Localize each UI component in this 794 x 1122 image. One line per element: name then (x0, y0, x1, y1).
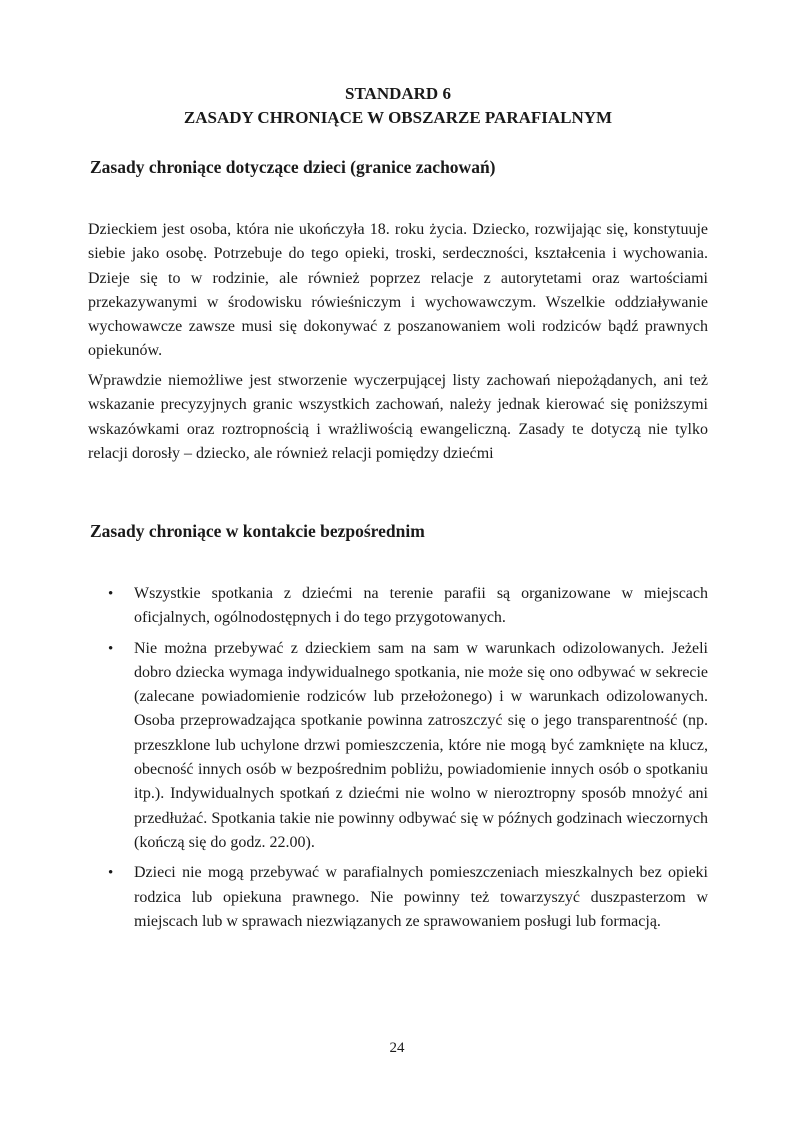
direct-contact-rules-list (108, 582, 708, 940)
list-item (108, 582, 708, 631)
paragraph-definition-of-child: Dzieckiem jest osoba, która nie ukończyła 18. roku życia. Dziecko, rozwijając się, konstytuuje siebie jako osobę. Potrzebuje do tego opieki, troski, serdeczności, kształcenia i wychowania. Dzieje się to w rodzinie, ale również poprzez relacje z autorytetami oraz wartościami przekazywanymi w środowisku rówieśniczym i wychowawczym. Wszelkie oddziaływanie wychowawcze zawsze musi się dokonywać z poszanowaniem woli rodziców bądź prawnych opiekunów. (88, 221, 708, 360)
list-item-text: Nie można przebywać z dzieckiem sam na sam w warunkach odizolowanych. Jeżeli dobro dziecka wymaga indywidualnego spotkania, nie może się ono odbywać w sekrecie (zalecane powiadomienie rodziców lub przełożonego) i w warunkach odizolowanych. Osoba przeprowadzająca spotkanie powinna zatroszczyć się o jego transparentność (np. przeszklone lub uchylone drzwi pomieszczenia, które nie mogą być zamknięte na klucz, obecność innych osób w bezpośrednim pobliżu, powiadomienie innych osób o spotkaniu itp.). Indywidualnych spotkań z dziećmi nie wolno w nieroztropny sposób mnożyć ani przedłużać. Spotkania takie nie powinny odbywać się w późnych godzinach wieczornych (kończą się do godz. 22.00). (134, 639, 708, 851)
list-item (108, 637, 708, 856)
bullet-icon: • (108, 865, 114, 882)
list-item-text: Dzieci nie mogą przebywać w parafialnych pomieszczeniach mieszkalnych bez opieki rodzica lub opiekuna prawnego. Nie powinny też towarzyszyć duszpasterzom w miejscach lub w sprawach niezwiązanych ze sprawowaniem posługi lub formacją. (134, 864, 708, 930)
page-number: 24 (389, 1040, 405, 1056)
paragraph-behaviour-guidelines: Wprawdzie niemożliwe jest stworzenie wyczerpującej listy zachowań niepożądanych, ani też wskazanie precyzyjnych granic wszystkich zachowań, należy jednak kierować się poniższymi wskazówkami oraz roztropnością i wrażliwością ewangeliczną. Zasady te dotyczą nie tylko relacji dorosły – dziecko, ale również relacji pomiędzy dziećmi (88, 372, 708, 462)
document-title-subtitle: ZASADY CHRONIĄCE W OBSZARZE PARAFIALNYM (183, 108, 613, 127)
section-heading-direct-contact: Zasady chroniące w kontakcie bezpośrednim (90, 521, 425, 541)
section-heading-children-boundaries: Zasady chroniące dotyczące dzieci (granice zachowań) (90, 157, 496, 177)
list-item-text: Wszystkie spotkania z dziećmi na terenie parafii są organizowane w miejscach oficjalnych, ogólnodostępnych i do tego przygotowanych. (134, 585, 708, 627)
list-item (108, 861, 708, 934)
document-title-standard: STANDARD 6 (345, 84, 451, 103)
bullet-icon: • (108, 640, 114, 657)
bullet-icon: • (108, 586, 114, 602)
